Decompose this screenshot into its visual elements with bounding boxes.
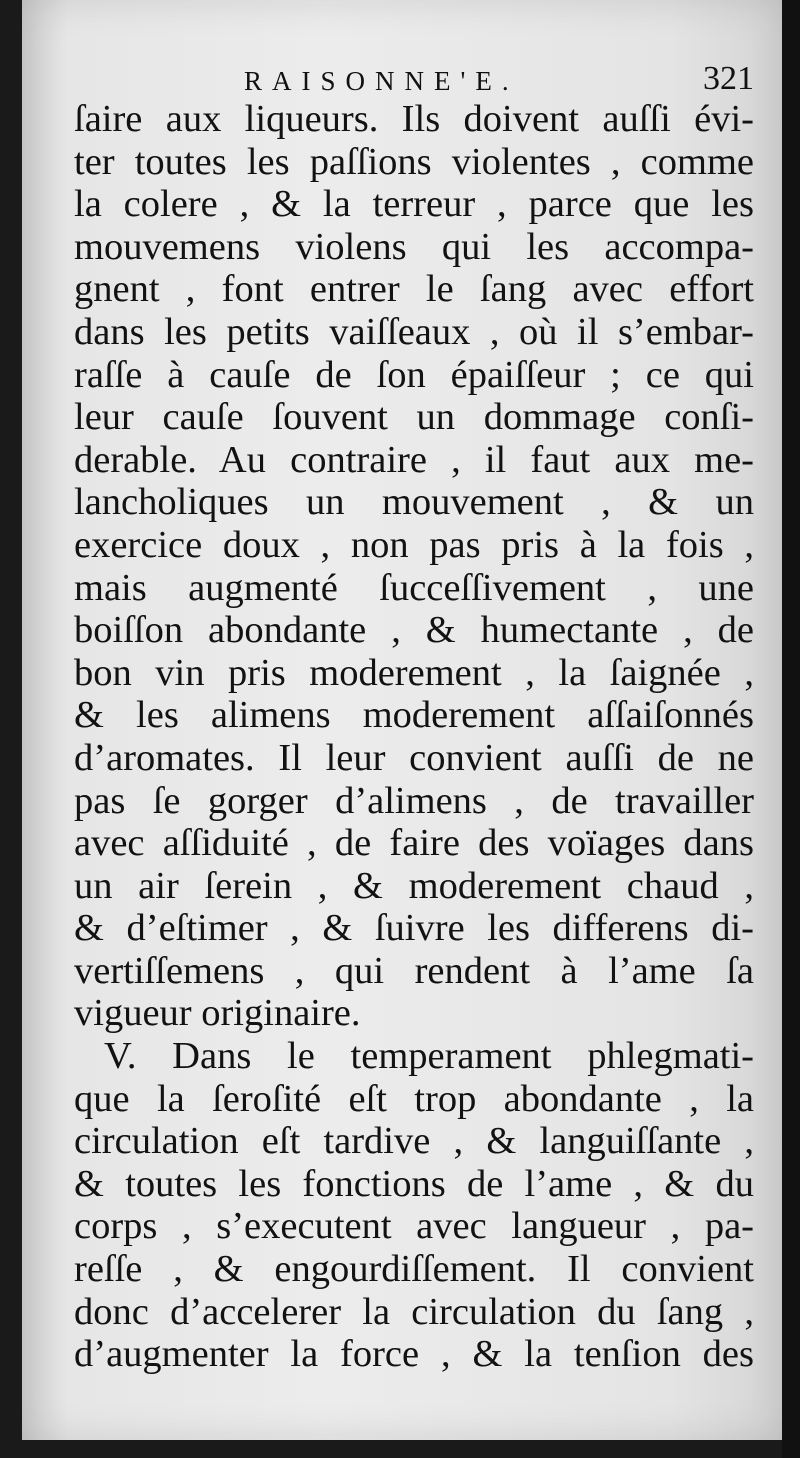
text-line: d’aromates. Il leur convient auſſi de ne <box>74 736 754 779</box>
text-line: derable. Au contraire , il faut aux me- <box>74 438 754 481</box>
text-line: V. Dans le temperament phlegmati- <box>104 1035 754 1078</box>
text-line: & les alimens moderement aſſaiſonnés <box>74 694 754 737</box>
scan-edge <box>782 0 800 1458</box>
text-line: d’augmenter la force , & la tenſion des <box>74 1333 754 1376</box>
text-line: corps , s’executent avec langueur , pa- <box>74 1205 754 1248</box>
text-line: vertiſſemens , qui rendent à l’ame ſa <box>74 949 754 992</box>
text-line: circulation eſt tardive , & languiſſante , <box>74 1120 754 1163</box>
text-line: la colere , & la terreur , parce que les <box>74 183 754 226</box>
text-line: lancholiques un mouvement , & un <box>74 481 754 524</box>
text-line: mais augmenté ſucceſſivement , une <box>74 566 754 609</box>
text-line: que la ſeroſité eſt trop abondante , la <box>74 1077 754 1120</box>
text-line: gnent , font entrer le ſang avec effort <box>74 268 754 311</box>
text-line: avec aſſiduité , de faire des voïages dans <box>74 822 754 865</box>
running-head: RAISONNE'E. <box>244 66 519 96</box>
text-line: boiſſon abondante , & humectante , de <box>74 609 754 652</box>
text-line: ter toutes les paſſions violentes , comme <box>74 140 754 183</box>
text-line: exercice doux , non pas pris à la fois , <box>74 523 754 566</box>
text-line: reſſe , & engourdiſſement. Il convient <box>74 1248 754 1291</box>
text-line: vigueur originaire. <box>74 992 361 1035</box>
text-line: donc d’accelerer la circulation du ſang , <box>74 1290 754 1333</box>
text-line: un air ſerein , & moderement chaud , <box>74 864 754 907</box>
text-line: bon vin pris moderement , la ſaignée , <box>74 651 754 694</box>
text-line: dans les petits vaiſſeaux , où il s’embar- <box>74 310 754 353</box>
text-line: pas ſe gorger d’alimens , de travailler <box>74 779 754 822</box>
text-line: mouvemens violens qui les accompa- <box>74 225 754 268</box>
text-line: ſaire aux liqueurs. Ils doivent auſſi évi- <box>74 98 754 140</box>
body-text <box>74 98 754 1376</box>
book-page <box>22 0 782 1440</box>
paragraph-2 <box>74 1035 754 1376</box>
text-line: leur cauſe ſouvent un dommage conſi- <box>74 396 754 439</box>
paragraph-1 <box>74 98 754 1035</box>
text-line: & toutes les fonctions de l’ame , & du <box>74 1162 754 1205</box>
text-line: & d’eſtimer , & ſuivre les differens di- <box>74 907 754 950</box>
page-number: 321 <box>703 60 754 97</box>
text-line: raſſe à cauſe de ſon épaiſſeur ; ce qui <box>74 353 754 396</box>
